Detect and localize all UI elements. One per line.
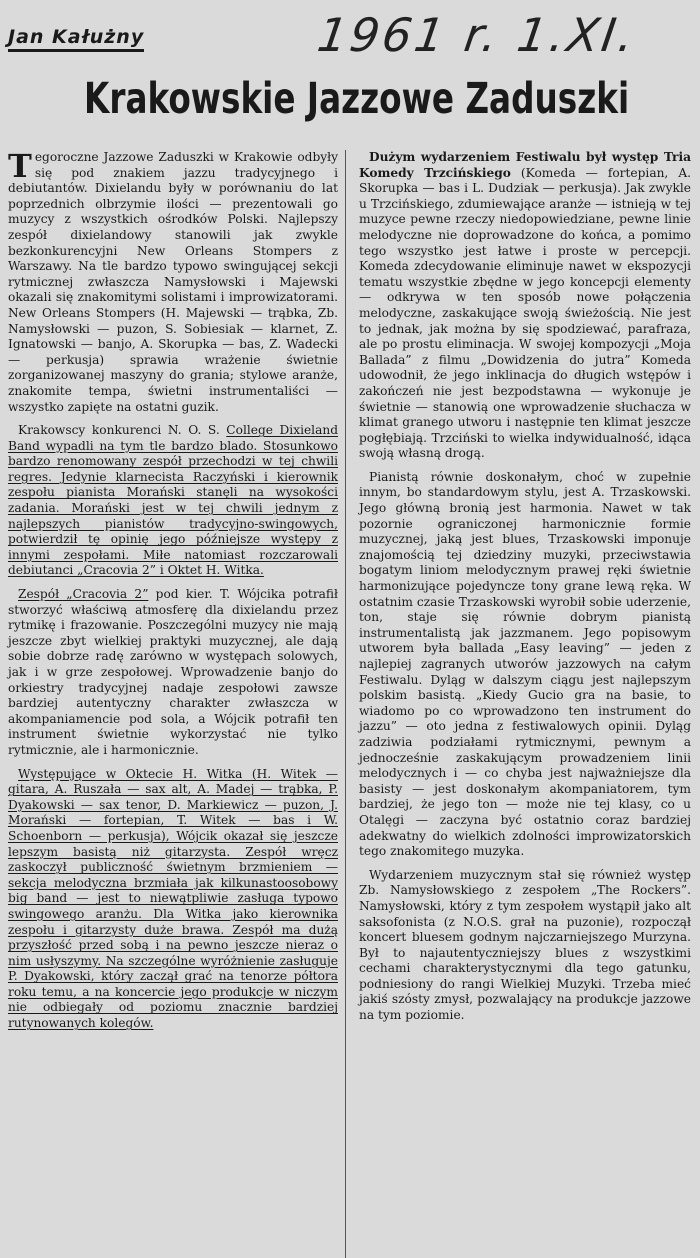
author-name: Jan Kałużny — [8, 26, 144, 52]
handwritten-date: 1961 r. 1.XI. — [314, 8, 641, 62]
column-divider — [345, 150, 346, 1258]
paragraph-text: Pianistą równie doskonałym, choć w zupełnie innym, bo standardowym stylu, jest A. Trzaskowski. Jego główną bronią jest harmonia. Nawet w tak pozornie ograniczonej harmonicznie formie muzycznej, jaką jest blues, Trzaskowski imponuje znajomością tej dziedziny muzyki, przeciwstawia bogatym liniom melodycznym prawej ręki świetnie harmonizujące pojedyncze tony grane lewą ręka. W ostatnim czasie Trzaskowski wyrobił sobie uderzenie, ton, staje się równie dobrym pianistą instrumentalistą jak jazzmanem. Jego popisowym utworem była ballada „Easy leaving” — jeden z najlepiej zagranych utworów jazzowych na całym Festiwalu. Dyląg w dalszym ciągu jest najlepszym polskim basistą. „Kiedy Gucio gra na basie, to wiadomo po co wprowadzono ten instrument do jazzu” — oto jedna z festiwalowych opinii. Dyląg zadziwia podziałami rytmicznymi, pewnym a jednocześnie zaskakującym prowadzeniem linii melodycznych i — co chyba jest najważniejsze dla basisty — jest doskonałym akompaniatorem, tym bardziej, że jego ton — może nie tej klasy, co u Otalęgi — zaczyna być ostatnio coraz bardziej adekwatny do wielkich zdolności improwizatorskich tego znakomitego muzyka. — [359, 469, 691, 859]
paragraph-text: (Komeda — fortepian, A. Skorupka — bas i L. Dudziak — perkusja). Jak zwykle u Trzcińskiego, zdumiewające aranże — istnieją w tej muzyce pewne rzeczy niedopowiedziane, pewne linie melodyczne nie doprowadzone do końca, a pomimo tego wszystko jest łatwe i proste w percepcji. Komeda zdecydowanie eliminuje nawet w ekspozycji tematu wszystkie zbędne w jego koncepcji elementy — odkrywa w ten sposób nowe połączenia melodyczne, zaskakujące swoją świeżością. Nie jest to jednak, jak można by się spodziewać, parafraza, ale po prostu eliminacja. W swojej kompozycji „Moja Ballada” z filmu „Dowidzenia do jutra” Komeda udowodnił, że jego inklinacja do długich wstępów i zakończeń nie jest bezpodstawna — wykonuje je świetnie — stanowią one wprowadzenie słuchacza w klimat granego utworu i następnie ten klimat jeszcze pogłębiają. Trzciński to wielka indywidualność, idąca swoją własną drogą. — [359, 165, 692, 461]
paragraph — [8, 587, 338, 759]
underlined-text: Występujące w Oktecie H. Witka (H. Witek — gitara, A. Ruszała — sax alt, A. Madej — trąbka, P. Dyakowski — sax tenor, D. Markiewicz — puzon, J. Morański — fortepian, T. Witek — bas i W. Schoenborn — perkusja), Wójcik okazał się jeszcze lepszym basistą niż gitarzysta. Zespół wręcz zaskoczył publiczność świetnym brzmieniem — sekcja melodyczna brzmiała jak kilkunastoosobowy big band — jest to niewątpliwie zasługa typowo swingowego aranżu. Dla Witka jako kierownika zespołu i gitarzysty duże brawa. Zespół ma dużą przyszłość przed sobą i na pewno jeszcze nieraz o nim usłyszymy. Na szczególne wyróżnienie zasługuje P. Dyakowski, który zaczął grać na tenorze półtora roku temu, a na koncercie jego produkcje w niczym nie odbiegały od poziomu znacznie bardziej rutynowanych kolegów. — [8, 766, 338, 1031]
paragraph — [359, 150, 691, 462]
paragraph — [8, 767, 338, 1032]
underlined-text: Zespół „Cracovia 2” — [18, 587, 149, 602]
paragraph-text: egoroczne Jazzowe Zaduszki w Krakowie odbyły się pod znakiem jazzu tradycyjnego i debiutantów. Dixielandu były w porównaniu do lat poprzednich olbrzymie ilości — prezentowali go muzycy z wszystkich ośrodków Polski. Najlepszy zespół dixielandowy stanowili jak zwykle bezkonkurencyjni New Orleans Stompers z Warszawy. Na tle bardzo typowo swingującej sekcji rytmicznej zwłaszcza Namysłowski i Majewski okazali się znakomitymi solistami i improwizatorami. New Orleans Stompers (H. Majewski — trąbka, Zb. Namysłowski — puzon, S. Sobiesiak — klarnet, Z. Ignatowski — banjo, A. Skorupka — bas, Z. Wadecki — perkusja) sprawia wrażenie świetnie zorganizowanej maszyny do grania; stylowe aranże, znakomite tempa, świetni instrumentaliści — wszystko zapięte na ostatni guzik. — [8, 150, 338, 414]
headline: Krakowskie Jazzowe Zaduszki — [84, 74, 630, 124]
paragraph — [8, 147, 338, 415]
paragraph — [359, 868, 691, 1024]
paragraph-text: pod kier. T. Wójcika potrafił stworzyć właściwą atmosferę dla dixielandu przez rytmikę i frazowanie. Poszczególni muzycy nie mają jeszcze zbyt wielkiej praktyki muzycznej, ale dają sobie dobrze radę zarówno w występach solowych, jak i w grze zespołowej. Wprowadzenie banjo do orkiestry tradycyjnej nadaje zespołowi zawsze bardziej autentyczny charakter zwłaszcza w akompaniamencie pod sola, a Wójcik potrafił ten instrument świetnie wykorzystać nie tylko rytmicznie, ale i harmonicznie. — [8, 587, 338, 757]
paragraph-text: Wydarzeniem muzycznym stał się również występ Zb. Namysłowskiego z zespołem „The Rockers”. Namysłowski, który z tym zespołem wystąpił jako alt saksofonista (z N.O.S. grał na puzonie), rozpoczął koncert bluesem godnym najczarniejszego Murzyna. Był to najautentyczniejszy blues z wszystkimi cechami charakterystycznymi dla tego gatunku, podniesiony do rangi Wielkiej Muzyki. Trzeba mieć jakiś szósty zmysł, pozwalający na produkcje jazzowe na tym poziomie. — [359, 867, 691, 1023]
paragraph-text: Krakowscy konkurenci N. O. S. — [18, 423, 220, 438]
right-column — [359, 150, 691, 1032]
drop-cap: T — [8, 147, 32, 185]
lead-text: Dużym wydarzeniem Festiwalu był występ Tria Komedy Trzcińskiego — [359, 150, 691, 180]
left-column — [8, 147, 339, 1040]
paragraph — [8, 423, 338, 579]
underlined-text: College Dixieland Band wypadli na tym tle bardzo blado. Stosunkowo bardzo renomowany zespół przechodzi w tej chwili regres. Jedynie klarnecista Raczyński i kierownik zespołu pianista Morański stanęli na wysokości zadania. Morański jest w tej chwili jednym z najlepszych pianistów tradycyjno-swingowych, potwierdził tę opinię jego późniejsze występy z innymi zespołami. Miłe natomiast rozczarowali debiutanci „Cracovia 2” i Oktet H. Witka. — [8, 423, 339, 578]
paragraph — [359, 470, 691, 860]
